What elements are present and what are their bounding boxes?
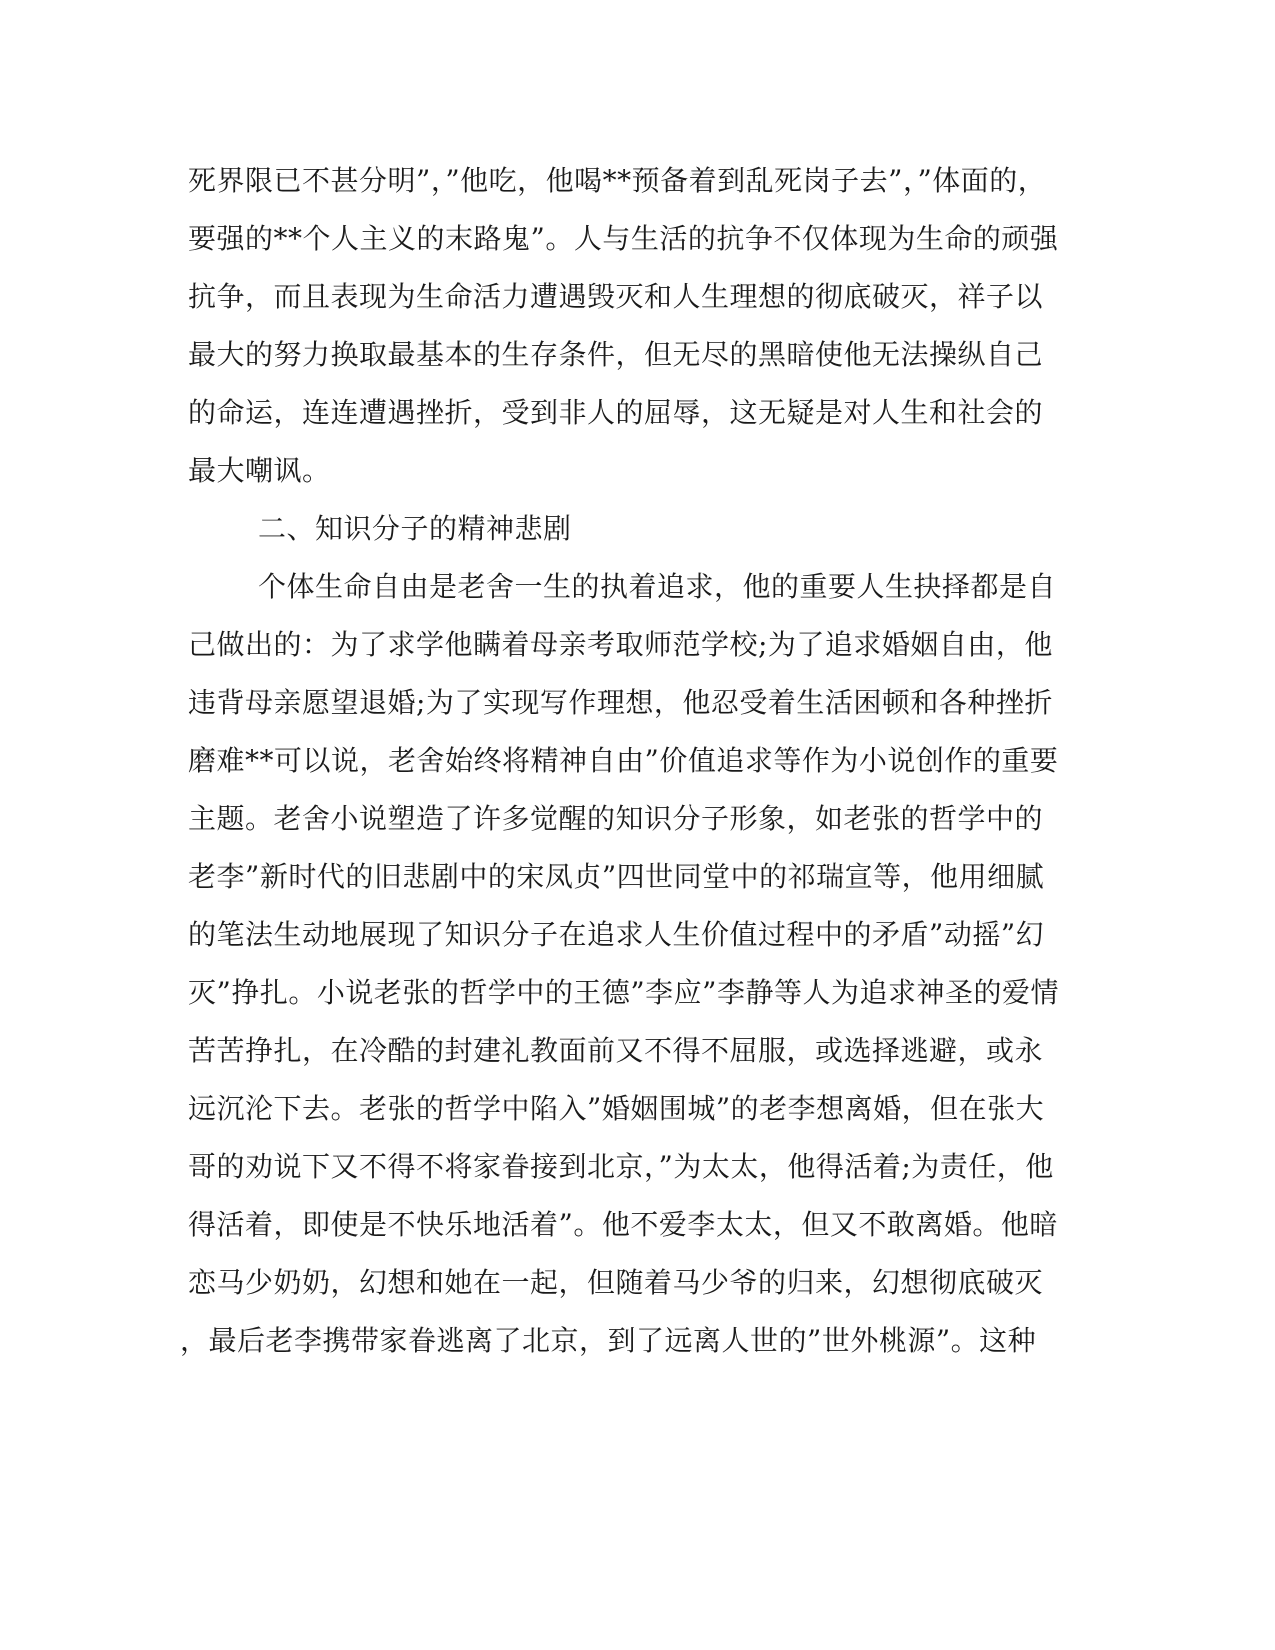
text-line: 远沉沦下去。老张的哲学中陷入”婚姻围城”的老李想离婚，但在张大 (188, 1092, 1045, 1125)
text-line: 个体生命自由是老舍一生的执着追求，他的重要人生抉择都是自 (258, 570, 1057, 603)
text-line: 违背母亲愿望退婚;为了实现写作理想，他忍受着生活困顿和各种挫折 (188, 686, 1053, 719)
text-line: 最大嘲讽。 (188, 454, 331, 487)
text-line: 得活着，即使是不快乐地活着”。他不爱李太太，但又不敢离婚。他暗 (188, 1208, 1058, 1241)
text-line: 己做出的：为了求学他瞒着母亲考取师范学校;为了追求婚姻自由，他 (188, 628, 1053, 661)
text-line: 磨难**可以说，老舍始终将精神自由”价值追求等作为小说创作的重要 (188, 744, 1059, 777)
text-line: 抗争，而且表现为生命活力遭遇毁灭和人生理想的彻底破灭，祥子以 (188, 280, 1044, 313)
section-heading: 二、知识分子的精神悲剧 (258, 512, 572, 545)
text-line: ，最后老李携带家眷逃离了北京，到了远离人世的”世外桃源”。这种 (180, 1324, 1037, 1357)
text-line: 的命运，连连遭遇挫折，受到非人的屈辱，这无疑是对人生和社会的 (188, 396, 1044, 429)
text-line: 恋马少奶奶，幻想和她在一起，但随着马少爷的归来，幻想彻底破灭 (188, 1266, 1044, 1299)
text-line: 要强的**个人主义的末路鬼”。人与生活的抗争不仅体现为生命的顽强 (188, 222, 1059, 255)
text-line: 最大的努力换取最基本的生存条件，但无尽的黑暗使他无法操纵自己 (188, 338, 1044, 371)
text-line: 灭”挣扎。小说老张的哲学中的王德”李应”李静等人为追求神圣的爱情 (188, 976, 1059, 1009)
text-line: 苦苦挣扎，在冷酷的封建礼教面前又不得不屈服，或选择逃避，或永 (188, 1034, 1044, 1067)
text-line: 死界限已不甚分明”，”他吃，他喝**预备着到乱死岗子去”，”体面的， (188, 164, 1047, 197)
text-line: 哥的劝说下又不得不将家眷接到北京，”为太太，他得活着;为责任，他 (188, 1150, 1054, 1183)
text-line: 老李”新时代的旧悲剧中的宋凤贞”四世同堂中的祁瑞宣等，他用细腻 (188, 860, 1045, 893)
text-line: 的笔法生动地展现了知识分子在追求人生价值过程中的矛盾”动摇”幻 (188, 918, 1045, 951)
text-line: 主题。老舍小说塑造了许多觉醒的知识分子形象，如老张的哲学中的 (188, 802, 1044, 835)
